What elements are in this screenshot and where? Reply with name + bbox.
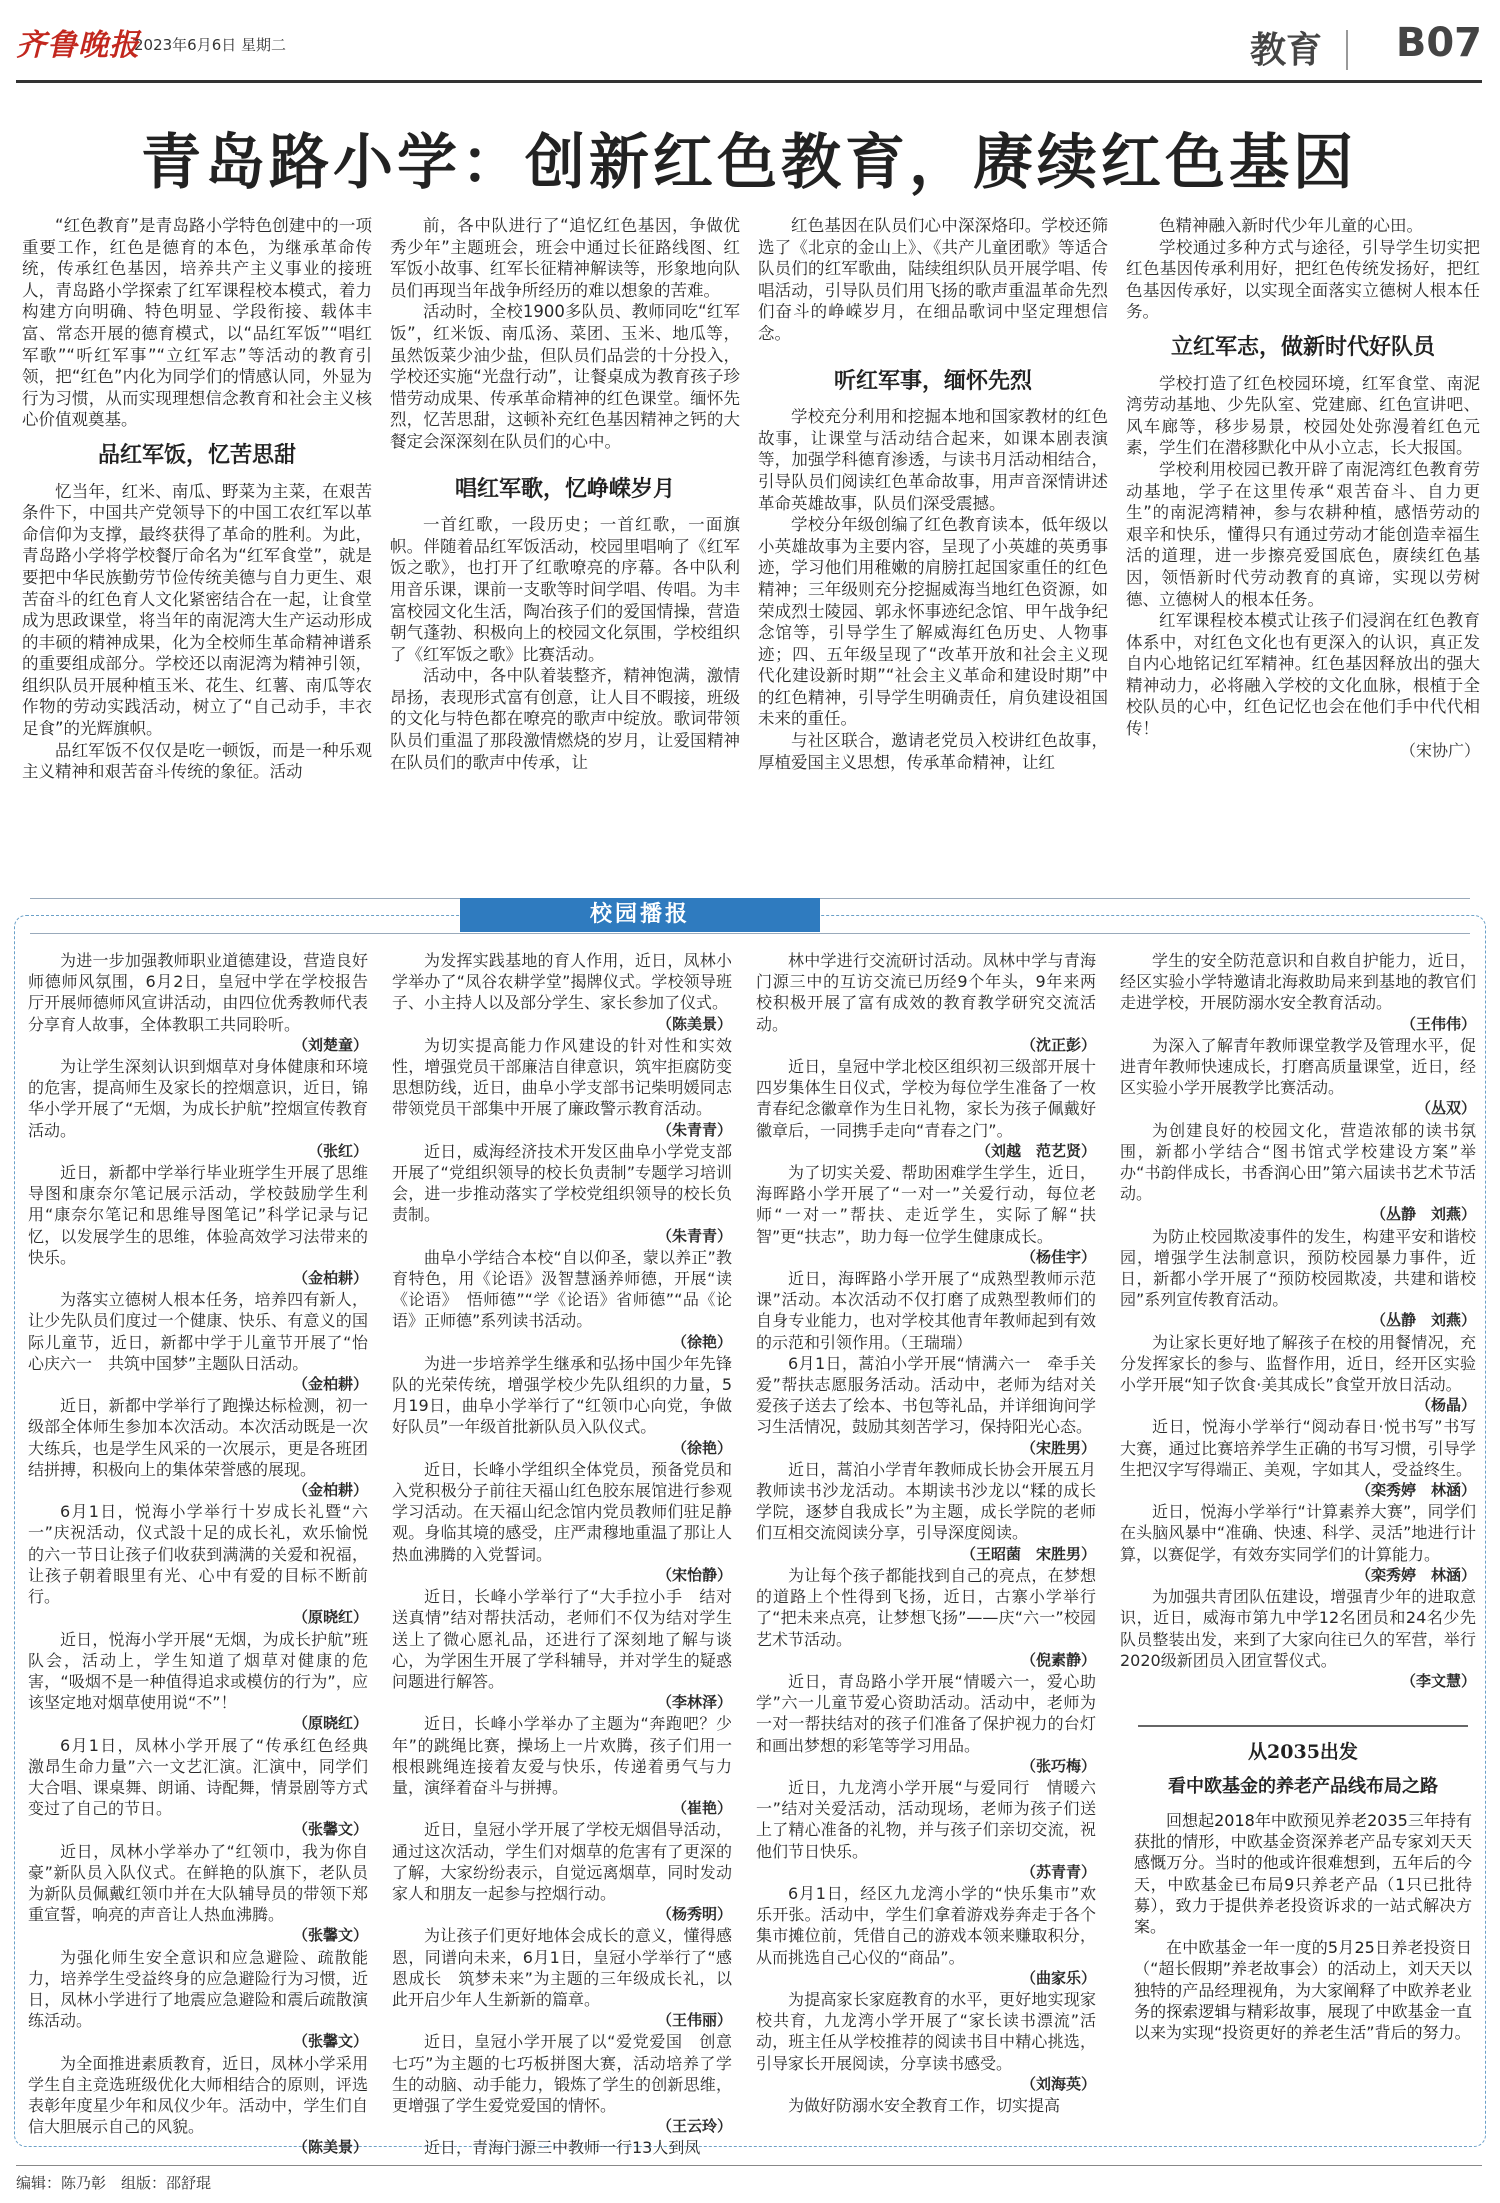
news-byline: （刘楚童） bbox=[292, 1035, 368, 1054]
news-byline: （丛双） bbox=[1415, 1099, 1476, 1118]
article-paragraph: 前，各中队进行了“追忆红色基因，争做优秀少年”主题班会，班会中通过长征路线图、红军饭小故事、红军长征精神解读等，形象地向队员们再现当年战争所经历的难以想象的苦难。 bbox=[390, 216, 740, 300]
news-item: 为做好防溺水安全教育工作，切实提高 bbox=[788, 2095, 1061, 2115]
banner-label: 校园播报 bbox=[460, 898, 820, 932]
article-paragraph: 活动时，全校1900多队员、教师同吃“红军饭”，红米饭、南瓜汤、菜团、玉米、地瓜等，虽然饭菜少油少盐，但队员们品尝的十分投入，学校还实施“光盘行动”，让餐桌成为教育孩子珍惜劳动成果、传承革命精神的红色课堂。缅怀先烈，忆苦思甜，这顿补充红色基因精神之钙的大餐定会深深刻在队员们的心中。 bbox=[390, 302, 740, 451]
news-item: 为让孩子们更好地体会成长的意义，懂得感恩，同谱向未来，6月1日，皇冠小学举行了“感恩成长 筑梦未来”为主题的三年级成长礼，以此开启少年人生新新的篇章。 bbox=[392, 1926, 732, 2009]
article-paragraph: 忆当年，红米、南瓜、野菜为主菜，在艰苦条件下，中国共产党领导下的中国工农红军以革命信仰为支撑，最终获得了革命的胜利。为此，青岛路小学将学校餐厅命名为“红军食堂”，就是要把中华民族勤劳节俭传统美德与自力更生、艰苦奋斗的红色育人文化紧密结合在一起，让食堂成为思政课堂，将当年的南泥湾大生产运动形成的丰硕的精神成果，化为全校师生革命精神谱系的重要组成部分。学校还以南泥湾为精神引领，组织队员开展种植玉米、花生、红薯、南瓜等农作物的劳动实践活动，树立了“自己动手，丰衣足食”的光辉旗帜。 bbox=[22, 481, 372, 739]
news-byline: （王伟伟） bbox=[1400, 1014, 1476, 1033]
news-item: 为进一步培养学生继承和弘扬中国少年先锋队的光荣传统，增强学校少先队组织的力量，5月19日，曲阜小学举行了“红领巾心向党，争做好队员”一年级首批新队员入队仪式。 bbox=[392, 1353, 732, 1437]
news-byline: （张馨文） bbox=[292, 1926, 368, 1945]
news-column-4 bbox=[1120, 950, 1476, 1692]
page-headline: 青岛路小学：创新红色教育，赓续红色基因 bbox=[141, 128, 1357, 198]
page-footer: 编辑：陈乃彰 组版：邵舒琨 bbox=[16, 2165, 1482, 2193]
masthead-divider bbox=[1346, 30, 1348, 70]
news-item: 为了切实关爱、帮助困难学生学生，近日，海晖路小学开展了“一对一”关爱行动，每位老师“一对一”帮扶、走近学生，实际了解“扶智”更“扶志”，助力每一位学生健康成长。 bbox=[756, 1163, 1096, 1246]
news-byline: （丛静 刘燕） bbox=[1370, 1311, 1476, 1330]
article-subheading: 立红军志，做新时代好队员 bbox=[1170, 333, 1435, 360]
news-byline: （李文慧） bbox=[1400, 1671, 1476, 1690]
news-byline: （李林泽） bbox=[656, 1693, 732, 1712]
article-column-2 bbox=[390, 215, 740, 773]
news-byline: （王云玲） bbox=[656, 2117, 732, 2136]
news-item: 为让每个孩子都能找到自己的亮点，在梦想的道路上个性得到飞扬，近日，古寨小学举行了“把未来点亮，让梦想飞扬”——庆“六一”校园艺术节活动。 bbox=[756, 1565, 1096, 1649]
newspaper-logo: 齐鲁晚报 bbox=[16, 28, 140, 63]
news-item: 为发挥实践基地的育人作用，近日，凤林小学举办了“凤谷农耕学堂”揭牌仪式。学校领导班子、小主持人以及部分学生、家长参加了仪式。 bbox=[392, 951, 732, 1013]
news-item: 近日，新都中学举行毕业班学生开展了思维导图和康奈尔笔记展示活动，学校鼓励学生利用“康奈尔笔记和思维导图笔记”科学记录与记忆，以发展学生的思维，体验高效学习法带来的快乐。 bbox=[28, 1163, 368, 1267]
news-item: 近日，蒿泊小学青年教师成长协会开展五月教师读书沙龙活动。本期读书沙龙以“糅的成长学院，逐梦自我成长”为主题，成长学院的老师们互相交流阅读分享，引导深度阅读。 bbox=[756, 1459, 1096, 1543]
news-item: 曲阜小学结合本校“自以仰圣，蒙以养正”教育特色，用《论语》汲智慧涵养师德，开展“读《论语》 悟师德”“学《论语》省师德”“品《论语》正师德”系列读书活动。 bbox=[392, 1247, 732, 1331]
news-item: 为让家长更好地了解孩子在校的用餐情况，充分发挥家长的参与、监督作用，近日，经开区实验小学开展“知子饮食·美其成长”食堂开放日活动。 bbox=[1120, 1332, 1476, 1395]
article-paragraph: 与社区联合，邀请老党员入校讲红色故事，厚植爱国主义思想，传承革命精神，让红 bbox=[758, 731, 1108, 772]
news-item: 6月1日，经区九龙湾小学的“快乐集市”欢乐开张。活动中，学生们拿着游戏券奔走于各个集市摊位前，凭借自己的游戏本领来赚取积分，从而挑选自己心仪的“商品”。 bbox=[756, 1883, 1096, 1967]
news-item: 近日，皇冠小学开展了学校无烟倡导活动，通过这次活动，学生们对烟草的危害有了更深的了解，大家纷纷表示，自觉远离烟草，同时发动家人和朋友一起参与控烟行动。 bbox=[392, 1820, 732, 1903]
campus-news-banner bbox=[30, 898, 1470, 932]
news-item: 近日，悦海小学开展“无烟，为成长护航”班队会，活动上，学生知道了烟草对健康的危害，“吸烟不是一种值得追求或模仿的行为”，应该坚定地对烟草使用说“不”！ bbox=[28, 1629, 368, 1713]
article-paragraph: 活动中，各中队着装整齐，精神饱满，激情昂扬，表现形式富有创意，让人目不暇接，班级的文化与特色都在嘹亮的歌声中绽放。歌词带领队员们重温了那段激情燃烧的岁月，让爱国精神在队员们的歌声中传承，让 bbox=[390, 666, 740, 772]
news-byline: （杨晶） bbox=[1415, 1396, 1476, 1415]
news-item: 近日，悦海小学举行“阅动春日·悦书写”书写大赛，通过比赛培养学生正确的书写习惯，引导学生把汉字写得端正、美观，字如其人，受益终生。 bbox=[1120, 1417, 1476, 1479]
news-byline: （陈美景） bbox=[656, 1014, 732, 1033]
masthead-rule bbox=[16, 80, 1482, 83]
article-paragraph: 学校打造了红色校园环境，红军食堂、南泥湾劳动基地、少先队室、党建廊、红色宣讲吧、风车廊等，移步易景，校园处处弥漫着红色元素，学生们在潜移默化中从小立志，长大报国。 bbox=[1126, 373, 1480, 458]
article-paragraph: “红色教育”是青岛路小学特色创建中的一项重要工作，红色是德育的本色，为继承革命传统，传承红色基因，培养共产主义事业的接班人，青岛路小学探索了红军课程校本模式，着力构建方向明确、特色明显、学段衔接、载体丰富、常态开展的德育模式，以“品红军饭”“唱红军歌”“听红军事”“立红军志”等活动的教育引领，把“红色”内化为同学们的情感认同，外显为行为习惯，从而实现理想信念教育和社会主义核心价值观奠基。 bbox=[22, 216, 372, 430]
news-byline: （苏青青） bbox=[1020, 1862, 1096, 1881]
news-item: 林中学进行交流研讨活动。凤林中学与青海门源三中的互访交流已历经9个年头，9年来两校积极开展了富有成效的教育教学研究交流活动。 bbox=[756, 951, 1096, 1034]
news-item: 近日，九龙湾小学开展“与爱同行 情暖六一”结对关爱活动，活动现场，老师为孩子们送上了精心准备的礼物，并与孩子们亲切交流，祝他们节日快乐。 bbox=[756, 1777, 1096, 1861]
news-byline: （原晓红） bbox=[292, 1608, 368, 1627]
fund-article-paragraph: 回想起2018年中欧预见养老2035三年持有获批的情形，中欧基金资深养老产品专家刘天天感慨万分。当时的他或许很难想到，五年后的今天，中欧基金已布局9只养老产品（1只已批待募），致力于提供养老投资诉求的一站式解决方案。 bbox=[1134, 1811, 1472, 1937]
news-item: 近日，皇冠小学开展了以“爱党爱国 创意七巧”为主题的七巧板拼图大赛，活动培养了学生的动脑、动手能力，锻炼了学生的创新思维，更增强了学生爱党爱国的情怀。 bbox=[392, 2032, 732, 2115]
issue-date: 2023年6月6日 星期二 bbox=[134, 36, 287, 54]
section-name: 教育 bbox=[1249, 29, 1322, 71]
news-byline: （杨秀明） bbox=[656, 1905, 732, 1924]
fund-article-title: 从2035出发 bbox=[1248, 1741, 1358, 1763]
news-byline: （王伟丽） bbox=[656, 2011, 732, 2030]
news-byline: （原晓红） bbox=[292, 1714, 368, 1733]
news-column-3 bbox=[756, 950, 1096, 2116]
article-paragraph: 学校分年级创编了红色教育读本，低年级以小英雄故事为主要内容，呈现了小英雄的英勇事迹，学习他们用稚嫩的肩膀扛起国家重任的红色精神；三年级则充分挖掘威海当地红色资源，如荣成烈士陵园、郭永怀事迹纪念馆、甲午战争纪念馆等，引导学生了解威海红色历史、人物事迹；四、五年级呈现了“改革开放和社会主义现代化建设新时期”“社会主义革命和建设时期”中的红色精神，引导学生明确责任，肩负建设祖国未来的重任。 bbox=[758, 515, 1108, 729]
news-item: 为切实提高能力作风建设的针对性和实效性，增强党员干部廉洁自律意识，筑牢拒腐防变思想防线，近日，曲阜小学支部书记柴明媛同志带领党员干部集中开展了廉政警示教育活动。 bbox=[392, 1035, 732, 1119]
news-byline: （曲家乐） bbox=[1020, 1968, 1096, 1987]
news-byline: （倪素静） bbox=[1020, 1650, 1096, 1669]
article-subheading: 听红军事，缅怀先烈 bbox=[833, 367, 1032, 394]
news-byline: （张馨文） bbox=[292, 2032, 368, 2051]
news-item: 6月1日，悦海小学举行十岁成长礼暨“六一”庆祝活动，仪式設十足的成长礼，欢乐愉悦的六一节日让孩子们收获到满满的关爱和祝福，让孩子朝着眼里有光、心中有爱的目标不断前行。 bbox=[28, 1502, 368, 1607]
news-item: 近日，新都中学举行了跑操达标检测，初一级部全体师生参加本次活动。本次活动既是一次大练兵，也是学生风采的一次展示，更是各班团结拼搏，积极向上的集体荣誉感的展现。 bbox=[28, 1396, 368, 1479]
news-byline: （徐艳） bbox=[671, 1438, 732, 1457]
news-item: 近日，凤林小学举办了“红领巾，我为你自豪”新队员入队仪式。在鲜艳的队旗下，老队员为新队员佩戴红领巾并在大队辅导员的带领下郑重宣誓，响亮的声音让人热血沸腾。 bbox=[28, 1841, 368, 1925]
news-byline: （栾秀婷 林涵） bbox=[1355, 1481, 1476, 1500]
news-byline: （刘海英） bbox=[1020, 2074, 1096, 2093]
news-byline: （沈正彭） bbox=[1020, 1035, 1096, 1054]
article-paragraph: 一首红歌，一段历史；一首红歌，一面旗帜。伴随着品红军饭活动，校园里唱响了《红军饭之歌》，也打开了红歌嘹亮的序幕。各中队利用音乐课，课前一支歌等时间学唱、传唱。为丰富校园文化生活，陶冶孩子们的爱国情操，营造朝气蓬勃、积极向上的校园文化氛围，学校组织了《红军饭之歌》比赛活动。 bbox=[390, 515, 740, 664]
masthead bbox=[16, 0, 1482, 80]
news-item: 近日，海晖路小学开展了“成熟型教师示范课”活动。本次活动不仅打磨了成熟型教师们的自身专业能力，也对学校其他青年教师起到有效的示范和引领作用。（王瑞瑞） bbox=[756, 1269, 1096, 1352]
news-item: 为创建良好的校园文化，营造浓郁的读书氛围，新都小学结合“图书馆式学校建设方案”举办“书韵伴成长，书香润心田”第六届读书艺术节活动。 bbox=[1120, 1120, 1476, 1204]
news-byline: （张馨文） bbox=[292, 1820, 368, 1839]
news-byline: （金柏耕） bbox=[292, 1481, 368, 1500]
article-paragraph: 品红军饭不仅仅是吃一顿饭，而是一种乐观主义精神和艰苦奋斗传统的象征。活动 bbox=[22, 740, 372, 782]
news-item: 6月1日，蒿泊小学开展“情满六一 牵手关爱”帮扶志愿服务活动。活动中，老师为结对关爱孩子送去了绘本、书包等礼品，并详细询问学习生活情况，鼓励其刻苦学习，保持阳光心态。 bbox=[756, 1353, 1096, 1437]
news-item: 为落实立德树人根本任务，培养四有新人，让少先队员们度过一个健康、快乐、有意义的国际儿童节，近日，新都中学于儿童节开展了“怡心庆六一 共筑中国梦”主题队日活动。 bbox=[28, 1290, 368, 1373]
news-byline: （崔艳） bbox=[671, 1799, 732, 1818]
news-item: 为提高家长家庭教育的水平，更好地实现家校共育，九龙湾小学开展了“家长读书漂流”活动，班主任从学校推荐的阅读书目中精心挑选，引导家长开展阅读，分享读书感受。 bbox=[756, 1989, 1096, 2073]
news-byline: （张巧梅） bbox=[1020, 1756, 1096, 1775]
news-byline: （宋胜男） bbox=[1020, 1438, 1096, 1457]
news-byline: （徐艳） bbox=[671, 1332, 732, 1351]
fund-article bbox=[1130, 1725, 1476, 2043]
news-item: 近日，青岛路小学开展“情暖六一，爱心助学”六一儿童节爱心资助活动。活动中，老师为一对一帮扶结对的孩子们准备了保护视力的台灯和画出梦想的彩笔等学习用品。 bbox=[756, 1671, 1096, 1755]
news-item: 近日，皇冠中学北校区组织初三级部开展十四岁集体生日仪式，学校为每位学生准备了一枚青春纪念徽章作为生日礼物，家长为孩子佩戴好徽章后，一同携手走向“青春之门”。 bbox=[756, 1057, 1096, 1140]
news-byline: （宋怡静） bbox=[656, 1565, 732, 1584]
article-paragraph: 学校充分利用和挖掘本地和国家教材的红色故事，让课堂与活动结合起来，如课本剧表演等，加强学科德育渗透，与读书月活动相结合，引导队员们阅读红色革命故事，用声音深情讲述革命英雄故事，队员们深受震撼。 bbox=[758, 407, 1108, 513]
news-byline: （王昭菌 宋胜男） bbox=[960, 1544, 1096, 1563]
news-byline: （丛静 刘燕） bbox=[1370, 1205, 1476, 1224]
news-item: 为进一步加强教师职业道德建设，营造良好师德师风氛围，6月2日，皇冠中学在学校报告厅开展师德师风宣讲活动，由四位优秀教师代表分享育人故事，全体教职工共同聆听。 bbox=[28, 951, 368, 1034]
news-item: 为全面推进素质教育，近日，凤林小学采用学生自主竞选班级优化大师相结合的原则，评选表彰年度星少年和凤仪少年。活动中，学生们自信大胆展示自己的风貌。 bbox=[28, 2053, 368, 2137]
fund-article-subtitle: 看中欧基金的养老产品线布局之路 bbox=[1168, 1776, 1438, 1797]
news-item: 为深入了解青年教师课堂教学及管理水平，促进青年教师快速成长，打磨高质量课堂，近日，经区实验小学开展教学比赛活动。 bbox=[1120, 1035, 1476, 1098]
news-item: 学生的安全防范意识和自救自护能力，近日，经区实验小学特邀请北海救助局来到基地的教官们走进学校，开展防溺水安全教育活动。 bbox=[1120, 951, 1476, 1013]
article-column-4 bbox=[1126, 215, 1480, 761]
news-item: 近日，长峰小学举办了主题为“奔跑吧？少年”的跳绳比赛，操场上一片欢腾，孩子们用一根根跳绳连接着友爱与快乐，传递着勇气与力量，演绎着奋斗与拼搏。 bbox=[392, 1714, 732, 1797]
article-column-3 bbox=[758, 215, 1108, 773]
news-item: 近日，悦海小学举行“计算素养大赛”，同学们在头脑风暴中“准确、快速、科学、灵活”地进行计算，以赛促学，有效夯实同学们的计算能力。 bbox=[1120, 1502, 1476, 1564]
article-paragraph: 红军课程校本模式让孩子们浸润在红色教育体系中，对红色文化也有更深入的认识，真正发自内心地铭记红军精神。红色基因释放出的强大精神动力，必将融入学校的文化血脉，根植于全校队员的心中，红色记忆也会在他们手中代代相传！ bbox=[1126, 611, 1480, 739]
news-byline: （杨佳宇） bbox=[1020, 1247, 1096, 1266]
news-item: 近日，威海经济技术开发区曲阜小学党支部开展了“党组织领导的校长负责制”专题学习培训会，进一步推动落实了学校党组织领导的校长负责制。 bbox=[392, 1141, 732, 1225]
news-byline: （朱青青） bbox=[656, 1226, 732, 1245]
news-item: 6月1日，凤林小学开展了“传承红色经典 激昂生命力量”六一文艺汇演。汇演中，同学们大合唱、课桌舞、朗诵、诗配舞，情景剧等方式变过了自己的节日。 bbox=[28, 1735, 385, 1819]
news-column-1 bbox=[28, 950, 385, 2159]
article-paragraph: 红色基因在队员们心中深深烙印。学校还筛选了《北京的金山上》、《共产儿童团歌》等适合队员们的红军歌曲，陆续组织队员开展学唱、传唱活动，引导队员们用飞扬的歌声重温革命先烈们奋斗的峥嵘岁月，在细品歌词中坚定理想信念。 bbox=[758, 216, 1108, 343]
news-byline: （金柏耕） bbox=[292, 1375, 368, 1394]
news-byline: （朱青青） bbox=[656, 1120, 732, 1139]
news-item: 近日，长峰小学举行了“大手拉小手 结对送真情”结对帮扶活动，老师们不仅为结对学生送上了微心愿礼品，还进行了深刻地了解与谈心，为学困生开展了学科辅导，并对学生的疑惑问题进行解答。 bbox=[392, 1587, 732, 1691]
news-column-2 bbox=[392, 950, 732, 2159]
article-paragraph: 学校通过多种方式与途径，引导学生切实把红色基因传承利用好，把红色传统发扬好，把红色基因传承好，以实现全面落实立德树人根本任务。 bbox=[1126, 237, 1480, 322]
news-item: 近日，长峰小学组织全体党员，预备党员和入党积极分子前往天福山红色胶东展馆进行参观学习活动。在天福山纪念馆内党员教师们驻足静观。身临其境的感受，庄严肃穆地重温了那让人热血沸腾的入党誓词。 bbox=[392, 1459, 732, 1564]
news-byline: （金柏耕） bbox=[292, 1269, 368, 1288]
news-item: 为强化师生安全意识和应急避险、疏散能力，培养学生受益终身的应急避险行为习惯，近日，凤林小学进行了地震应急避险和震后疏散演练活动。 bbox=[28, 1947, 368, 2031]
article-subheading: 品红军饭，忆苦思甜 bbox=[97, 441, 296, 468]
article-paragraph: 学校利用校园已教开辟了南泥湾红色教育劳动基地，学子在这里传承“艰苦奋斗、自力更生”的南泥湾精神，参与农耕种植，感悟劳动的艰辛和快乐，懂得只有通过劳动才能创造幸福生活的道理，进一步擦亮爱国底色，赓续红色基因，领悟新时代劳动教育的真谛，实现以劳树德、立德树人的根本任务。 bbox=[1126, 459, 1480, 609]
news-item: 为防止校园欺凌事件的发生，构建平安和谐校园，增强学生法制意识，预防校园暴力事件，近日，新都小学开展了“预防校园欺凌，共建和谐校园”系列宣传教育活动。 bbox=[1120, 1226, 1476, 1310]
news-byline: （张红） bbox=[307, 1141, 368, 1160]
news-byline: （刘越 范艺贤） bbox=[975, 1141, 1096, 1160]
news-item: 为加强共青团队伍建设，增强青少年的进取意识，近日，威海市第九中学12名团员和24名少先队员整装出发，来到了大家向往已久的军营，举行2020级新团员入团宣誓仪式。 bbox=[1120, 1587, 1476, 1670]
article-paragraph: 色精神融入新时代少年儿童的心田。 bbox=[1159, 216, 1423, 235]
article-subheading: 唱红军歌，忆峥嵘岁月 bbox=[454, 475, 675, 502]
news-item: 为让学生深刻认识到烟草对身体健康和环境的危害，提高师生及家长的控烟意识，近日，锦华小学开展了“无烟，为成长护航”控烟宣传教育活动。 bbox=[28, 1057, 368, 1140]
article-column-1 bbox=[22, 215, 372, 783]
news-byline: （陈美景） bbox=[292, 2138, 368, 2157]
news-byline: （栾秀婷 林涵） bbox=[1355, 1565, 1476, 1584]
page-number: B07 bbox=[1395, 20, 1482, 66]
fund-article-rule bbox=[1138, 1725, 1468, 1727]
fund-article-paragraph: 在中欧基金一年一度的5月25日养老投资日（“超长假期”养老故事会）的活动上，刘天天以独特的产品经理视角，为大家阐释了中欧养老业务的探索逻辑与精彩故事，展现了中欧基金一直以来为实现“投资更好的养老生活”背后的努力。 bbox=[1134, 1938, 1472, 2043]
article-byline: （宋协广） bbox=[1399, 740, 1480, 760]
news-item: 近日，青海门源三中教师一行13人到凤 bbox=[424, 2138, 701, 2158]
